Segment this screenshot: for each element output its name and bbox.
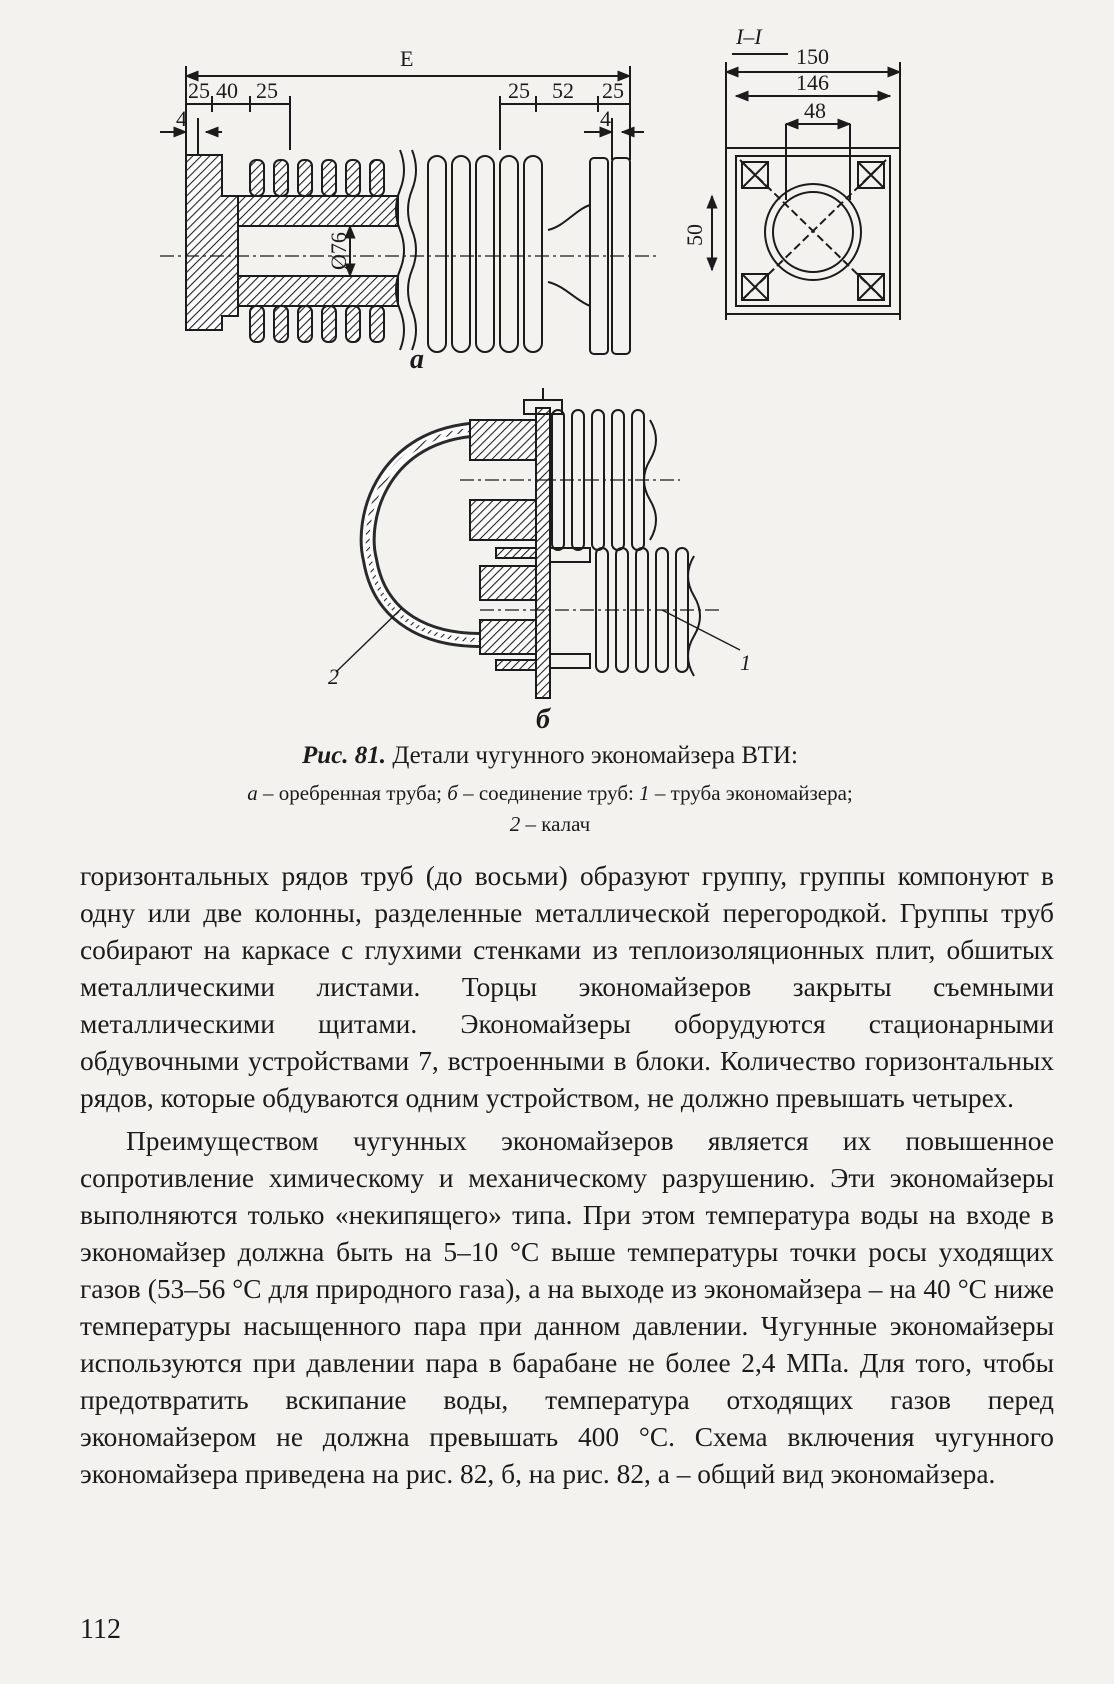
dim-50: 50 [682,224,707,246]
dim-right-52: 52 [552,78,574,103]
paragraph-1: горизонтальных рядов труб (до восьми) образуют группу, группы компонуют в одну или две колонны, разделенные металлической перегородкой. Группы труб собирают на каркасе с глухими стенками из теплоизоляционных плит, обшитых металлическими листами. Торцы экономайзеров закрыты съемными металлическими щитами. Экономайзеры оборудуются стационарными обдувочными устройствами 7, встроенными в блоки. Количество горизонтальных рядов, которые обдуваются одним устройством, не должно превышать четырех. [80,861,1054,1113]
body-text [80,858,1054,1493]
figure-81 [0,0,1114,780]
dim-146: 146 [796,70,829,95]
dim-48: 48 [804,98,826,123]
figure-caption-title [80,742,1020,770]
legend-b-text: – соединение труб: [457,781,640,805]
label-b: б [536,704,550,735]
legend-2-num: 2 [509,812,521,836]
dim-left-25b: 25 [256,78,278,103]
legend-b-letter: б [447,781,458,805]
paragraph-2: Преимуществом чугунных экономайзеров является их повышенное сопротивление химическому и механическому разрушению. Эти экономайзеры выполняются только «некипящего» типа. При этом температура воды на входе в экономайзер должна быть на 5–10 °С выше температуры точки росы уходящих газов (53–56 °С для природного газа), а на выходе из экономайзера – на 40 °С ниже температуры насыщенного пара при данном давлении. Чугунные экономайзеры используются при давлении пара в барабане не более 2,4 МПа. Для того, чтобы предотвратить вскипание воды, температура отходящих газов перед экономайзером не должна превышать 400 °С. Схема включения чугунного экономайзера приведена на рис. 82, б, на рис. 82, а – общий вид экономайзера. [80,1126,1054,1489]
legend-1-num: 1 [639,781,650,805]
page-number: 112 [80,1614,121,1645]
dim-left-4: 4 [176,106,187,131]
technical-drawing [0,0,1114,740]
dim-right-25a: 25 [508,78,530,103]
legend-a-text: – оребренная труба; [257,781,448,805]
figure-title: Детали чугунного экономайзера ВТИ: [392,742,798,769]
pipe-connection-drawing [336,388,740,698]
figure-caption-legend [80,778,1020,840]
legend-2-text: – калач [520,812,591,836]
part-2-label: 2 [328,664,339,689]
dim-left-25a: 25 [188,78,210,103]
figure-number: Рис. 81. [302,742,387,769]
legend-1-text: – труба экономайзера; [649,781,853,805]
dim-left-40: 40 [216,78,238,103]
finned-pipe-drawing [160,66,660,354]
dim-150: 150 [796,44,829,69]
dim-E: E [400,46,414,71]
dim-right-25b: 25 [602,78,624,103]
dim-diameter: Ø76 [326,232,351,270]
part-1-label: 1 [740,650,751,675]
legend-a-letter: а [247,781,258,805]
label-a: а [410,344,424,375]
section-label: I–I [736,24,762,49]
dim-right-4: 4 [600,106,611,131]
